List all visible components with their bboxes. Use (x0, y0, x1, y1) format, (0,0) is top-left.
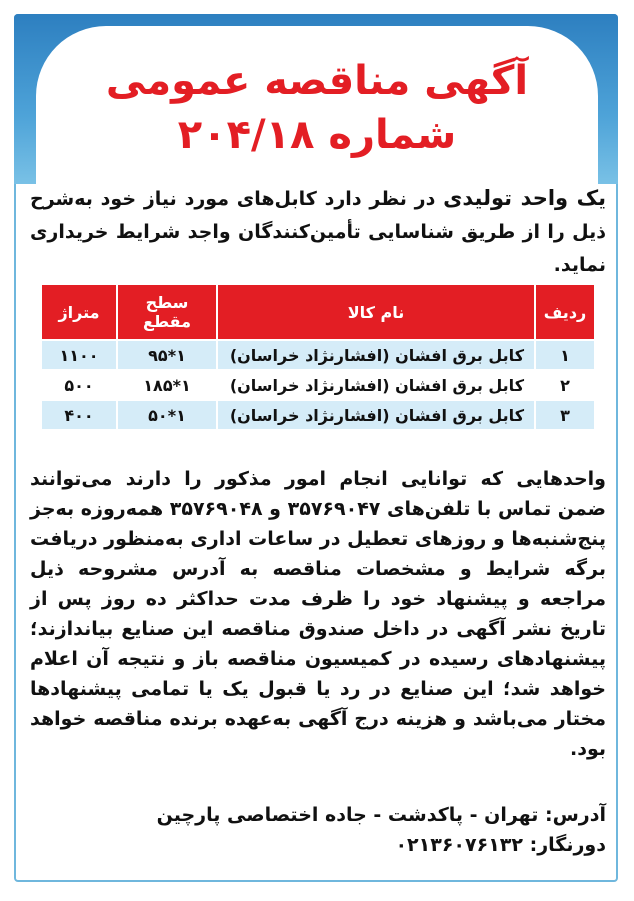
conditions-paragraph: واحدهایی که توانایی انجام امور مذکور را دارند می‌توانند ضمن تماس با تلفن‌های ۳۵۷۶۹۰۴۷ و ۳۵۷۶۹۰۴۸ همه‌روزه به‌جز پنج‌شنبه‌ها و روزهای تعطیل در ساعات اداری به‌منظور دریافت برگه شرایط و مشخصات مناقصه به آدرس مشروحه ذیل مراجعه و پیشنهاد خود را ظرف مدت حداکثر ده روز پس از تاریخ نشر آگهی در داخل صندوق مناقصه این صنایع بیاندازند؛ پیشنهادهای رسیده در کمیسیون مناقصه باز و نتیجه آن اعلام خواهد شد؛ این صنایع در رد یا قبول یک یا تمامی پیشنهادها مختار می‌باشد و هزینه درج آگهی به‌عهده برنده مناقصه خواهد بود. (30, 468, 606, 760)
address-label: آدرس: (544, 804, 606, 826)
ad-number: شماره ۲۰۴/۱۸ (177, 112, 457, 158)
table-row (41, 340, 595, 370)
header-item-name: نام کالا (217, 284, 535, 340)
header-length: متراژ (41, 284, 117, 340)
cell-cross-section: ۱*۹۵ (117, 340, 217, 370)
cell-row-number: ۲ (535, 370, 595, 400)
cell-row-number: ۳ (535, 400, 595, 430)
address-value: تهران - پاکدشت - جاده اختصاصی پارچین (156, 804, 545, 826)
intro-paragraph (30, 182, 606, 282)
cell-cross-section: ۱*۱۸۵ (117, 370, 217, 400)
table-row (41, 400, 595, 430)
header-row-number: ردیف (535, 284, 595, 340)
cell-cross-section: ۱*۵۰ (117, 400, 217, 430)
cell-length: ۵۰۰ (41, 370, 117, 400)
contact-block (30, 800, 606, 860)
items-table (40, 283, 596, 431)
table-header-row (41, 284, 595, 340)
cell-length: ۱۱۰۰ (41, 340, 117, 370)
table-row (41, 370, 595, 400)
fax-label: دورنگار: (529, 834, 606, 856)
fax-line (30, 830, 606, 860)
cell-item-name: کابل برق افشان (افشارنژاد خراسان) (217, 400, 535, 430)
cell-item-name: کابل برق افشان (افشارنژاد خراسان) (217, 340, 535, 370)
ad-title: آگهی مناقصه عمومی (105, 58, 529, 104)
fax-value: ۰۲۱۳۶۰۷۶۱۳۲ (395, 834, 530, 856)
cell-row-number: ۱ (535, 340, 595, 370)
intro-text: در نظر دارد کابل‌های مورد نیاز خود به‌شرح ذیل را از طریق شناسایی تأمین‌کنندگان واجد شرایط خریداری نماید. (30, 188, 606, 276)
cell-length: ۴۰۰ (41, 400, 117, 430)
header-cross-section: سطح مقطع (117, 284, 217, 340)
address-line (30, 800, 606, 830)
intro-highlight: یک واحد تولیدی (443, 186, 606, 210)
cell-item-name: کابل برق افشان (افشارنژاد خراسان) (217, 370, 535, 400)
